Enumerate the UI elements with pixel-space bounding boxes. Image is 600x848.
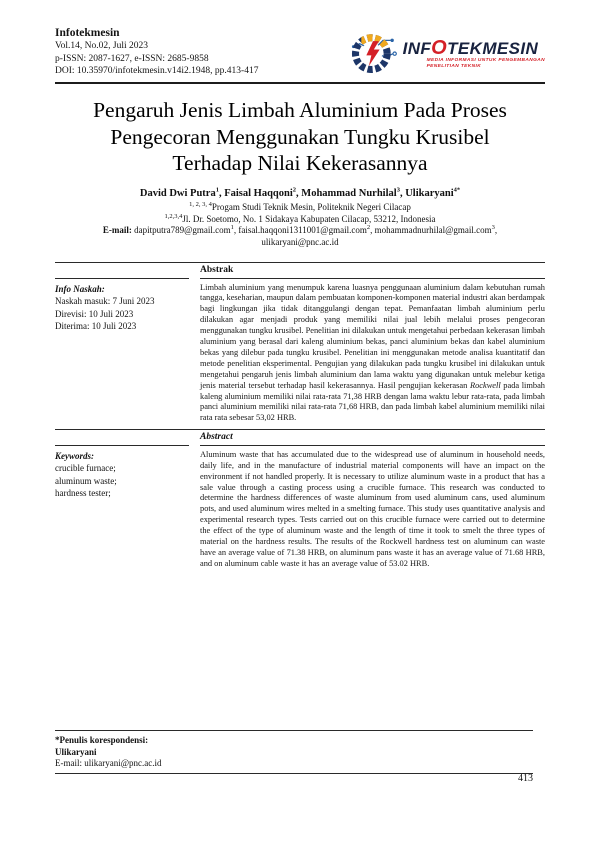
abstract-columns — [55, 262, 545, 570]
authors-emails — [35, 225, 565, 237]
info-naskah-masuk: Naskah masuk: 7 Juni 2023 — [55, 296, 155, 306]
abstrak-section — [55, 262, 545, 424]
email-3: mohammadnurhilal@gmail.com$^3$, — [374, 224, 498, 235]
author-1: David Dwi Putra$^1$, — [139, 186, 225, 199]
email-1: dapitputra789@gmail.com$^1$, — [131, 224, 239, 235]
abstrak-heading: Abstrak — [200, 263, 545, 279]
keyword-1: crucible furnace; — [55, 463, 116, 474]
correspondence-footnote — [55, 730, 533, 774]
affiliation-department: $^{1, 2, 3, 4}$Progam Studi Teknik Mesin, Politeknik Negeri Cilacap — [189, 201, 411, 212]
info-naskah-direvisi: Direvisi: 10 Juli 2023 — [55, 308, 134, 319]
logo-title: INFOTEKMESIN — [402, 37, 539, 59]
abstrak-text: Limbah aluminium yang menumpuk karena luasnya penggunaan aluminium dalam kebutuhan rumah tangga, keseharian, maupun dalam pembuatan komponen-komponen material industri akan berdampak bagi lingkungan jika tidak ditanggulangi dengan tepat. Pemanfaatan limbah aluminium perlu dilakukan agar menjadi produk yang memiliki nilai jual lebih melalui proses pengecoran menggunakan tungku krusibel. Penelitian ini dilakukan untuk mengetahui perbedaan kekerasan limbah aluminium yang berasal dari kaleng aluminium bekas, panci aluminium bekas dan kabel aluminium bekas yang dilebur pada tungku krusibel. Penelitian ini menggunakan metode analisa kuantitatif dan metode penelitian eksperimental. Pengujian yang dilakukan pada tungku krusibel ini dilakukan untuk mengetahui pengaruh jenis limbah aluminium dan lama waktu yang digunakan untuk melebur ketiga jenis material tersebut terhadap hasil kekerasannya. Hasil pengujian kekerasan Rockwell pada limbah kaleng aluminium memiliki nilai rata-rata 71,38 HRB dengan lama waktu lebur rata-rata, pada limbah panci aluminium memiliki nilai rata-rata 71,68 HRB, dan pada limbah kabel aluminium memiliki nilai rata rata sebesar 53,02 HRB. — [200, 282, 545, 423]
email-4: ulikaryani@pnc.ac.id — [261, 236, 339, 247]
info-naskah-heading: Info Naskah: — [55, 283, 105, 294]
gear-circuit-icon — [348, 27, 398, 82]
abstract-en-section — [55, 429, 545, 569]
journal-logo — [348, 27, 545, 82]
abstract-en-heading: Abstract — [200, 430, 545, 446]
abstrak-italic-word: Rockwell — [469, 380, 501, 390]
correspondence-name: Ulikaryani — [55, 746, 97, 757]
correspondence-email: E-mail: ulikaryani@pnc.ac.id — [55, 758, 162, 768]
email-2: faisal.haqqoni1311001@gmail.com$^2$, — [238, 224, 375, 235]
info-naskah-panel — [55, 279, 189, 425]
logo-tagline: MEDIA INFORMASI UNTUK PENGEMBANGAN PENELITIAN TEKNIK — [426, 58, 545, 69]
journal-header — [55, 26, 545, 82]
affiliation-address: $^{1,2,3,4}$Jl. Dr. Soetomo, No. 1 Sidakaya Kabupaten Cilacap, 53212, Indonesia — [164, 212, 436, 224]
abstract-en-text: Aluminum waste that has accumulated due to the widespread use of aluminum in household needs, daily life, and in the manufacture of industrial material components will have an impact on the environment if not handled properly. It is necessary to utilize aluminum waste in a product that has a sale value through a casting process using a crucible furnace. This research was conducted to determine the hardness differences of waste aluminum from used aluminum cans, used aluminum pots, and used aluminum wires melted in a smelting furnace. This study uses quantitative analysis and experimental research types. Tests carried out on this crucible furnace were carried out to determine the effect of the type of aluminum waste and the length of time it took to smelt the three types of material on the hardness results. The results of the Rockwell hardness test on aluminum can waste have an average value of 71.38 HRB, on aluminum pans waste it has an average value of 71.68 HRB, and on aluminum cable waste it has an average value of 53.02 HRB. — [200, 449, 545, 568]
title-line-2: Pengecoran Menggunakan Tungku Krusibel — [110, 124, 490, 149]
journal-volume: Vol.14, No.02, Juli 2023 — [55, 41, 148, 51]
keyword-2: aluminum waste; — [55, 475, 117, 486]
article-title — [30, 97, 570, 177]
keywords-panel — [55, 446, 189, 570]
journal-meta — [55, 26, 258, 78]
authors-block — [35, 187, 565, 248]
correspondence-label: *Penulis korespondensi: — [55, 735, 149, 745]
journal-doi: DOI: 10.35970/infotekmesin.v14i2.1948, pp.413-417 — [55, 66, 259, 76]
logo-o-letter: O — [431, 37, 448, 59]
authors-line — [35, 187, 565, 200]
author-4: Ulikaryani$^{4*}$ — [405, 186, 461, 199]
title-line-3: Terhadap Nilai Kekerasannya — [172, 151, 428, 175]
info-naskah-diterima: Diterima: 10 Juli 2023 — [55, 321, 137, 331]
author-3: Mohammad Nurhilal$^3$, — [301, 186, 406, 199]
info-naskah-header-rule — [55, 263, 189, 279]
keywords-header-rule — [55, 430, 189, 446]
email-label: E-mail: — [102, 225, 132, 235]
journal-name: Infotekmesin — [55, 27, 120, 39]
author-2: Faisal Haqqoni$^2$, — [224, 186, 302, 199]
logo-wordmark — [403, 39, 545, 70]
header-divider — [55, 82, 545, 84]
page-number: 413 — [518, 773, 533, 784]
keyword-3: hardness tester; — [55, 488, 111, 499]
keywords-heading: Keywords: — [55, 450, 94, 461]
title-line-1: Pengaruh Jenis Limbah Aluminium Pada Proses — [93, 98, 507, 122]
journal-issn: p-ISSN: 2087-1627, e-ISSN: 2685-9858 — [55, 53, 209, 64]
